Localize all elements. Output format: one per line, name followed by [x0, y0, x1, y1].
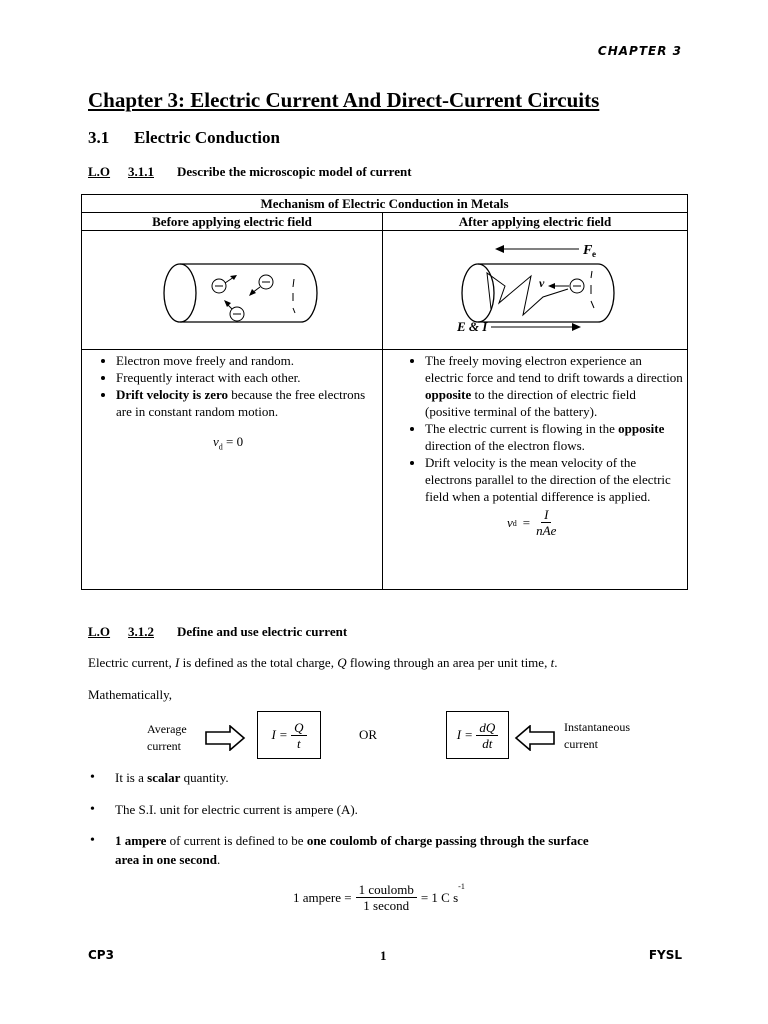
mechanism-table [81, 194, 688, 590]
footer-right: FYSL [648, 948, 682, 962]
current-definition: Electric current, I is defined as the total charge, Q flowing through an area per unit time, t. [88, 655, 558, 670]
list-item: • Electron move freely and random. [116, 352, 382, 369]
lo-number: 3.1.2 [128, 624, 154, 639]
conductor-diagram-after [383, 231, 687, 345]
conductor-diagram-before [82, 231, 382, 345]
list-item: • The electric current is flowing in the opposite direction of the electron flows. [425, 420, 683, 454]
section-title: Electric Conduction [134, 128, 280, 147]
list-item: • The freely moving electron experience an electric force and tend to drift towards a direction opposite to the direction of electric field (positive terminal of the battery). [425, 352, 683, 420]
learning-outcome-1 [88, 164, 412, 180]
drift-electron [548, 279, 584, 293]
diagram-cell-before [82, 231, 383, 350]
section-heading [88, 128, 280, 148]
lo-text: Describe the microscopic model of current [177, 164, 412, 179]
bullet-si-unit: • The S.I. unit for electric current is ampere (A). [90, 802, 358, 817]
instantaneous-current-label: Instantaneous current [564, 720, 630, 751]
before-points-list [82, 352, 382, 420]
instantaneous-current-formula: I = $\frac{dQ}{dt}$ [446, 711, 509, 759]
bullet-scalar: • It is a scalar quantity. [90, 770, 229, 785]
electron-drift-path [487, 273, 568, 315]
column-header-after: After applying electric field [383, 213, 688, 231]
electron-3 [224, 300, 244, 321]
footer-left: CP3 [88, 948, 114, 962]
after-points-list [383, 352, 687, 505]
bullet-ampere-definition: • 1 ampere of current is defined to be one coulomb of charge passing through the surface area in one second. [90, 833, 589, 867]
drift-velocity-zero-eq: $v_d = 0$ [213, 434, 244, 452]
table-title: Mechanism of Electric Conduction in Metals [82, 195, 688, 213]
learning-outcome-2 [88, 624, 347, 640]
or-label: OR [359, 727, 378, 742]
lo-label: L.O [88, 164, 111, 179]
page-number: 1 [380, 948, 387, 963]
right-arrow-icon [204, 725, 246, 751]
mathematically-label: Mathematically, [88, 687, 172, 702]
average-current-label: Average current [147, 722, 187, 753]
lo-text: Define and use electric current [177, 624, 348, 639]
list-item: • Frequently interact with each other. [116, 369, 382, 386]
list-item: • Drift velocity is the mean velocity of the electrons parallel to the direction of the electric field when a potential difference is applied. [425, 454, 683, 505]
list-item: • Drift velocity is zero because the free electrons are in constant random motion. [116, 386, 382, 420]
lo-label: L.O [88, 624, 111, 639]
electron-1 [212, 275, 237, 293]
after-description-cell [383, 350, 688, 590]
force-subscript: e [592, 249, 596, 259]
drift-velocity-eq: v d = $\frac{I}{\text{nAe}}$ [507, 507, 557, 538]
force-label: F [583, 243, 593, 258]
electron-2 [249, 275, 273, 296]
before-description-cell [82, 350, 383, 590]
diagram-cell-after [383, 231, 688, 350]
lo-number: 3.1.1 [128, 164, 154, 179]
average-current-formula: I = $\frac{Q}{t}$ [257, 711, 321, 759]
velocity-label: v [539, 276, 545, 290]
page-title: Chapter 3: Electric Current And Direct-Current Circuits [88, 88, 600, 112]
left-arrow-icon [514, 725, 556, 751]
field-current-label: E & I [457, 319, 488, 334]
column-header-before: Before applying electric field [82, 213, 383, 231]
section-number: 3.1 [88, 128, 110, 147]
ampere-equation: 1 ampere = $\frac{\text{1 coulomb}}{\text{1 second}}$ = 1 C s $^{-1}$ [293, 882, 465, 913]
chapter-header-tag: CHAPTER 3 [597, 44, 682, 58]
